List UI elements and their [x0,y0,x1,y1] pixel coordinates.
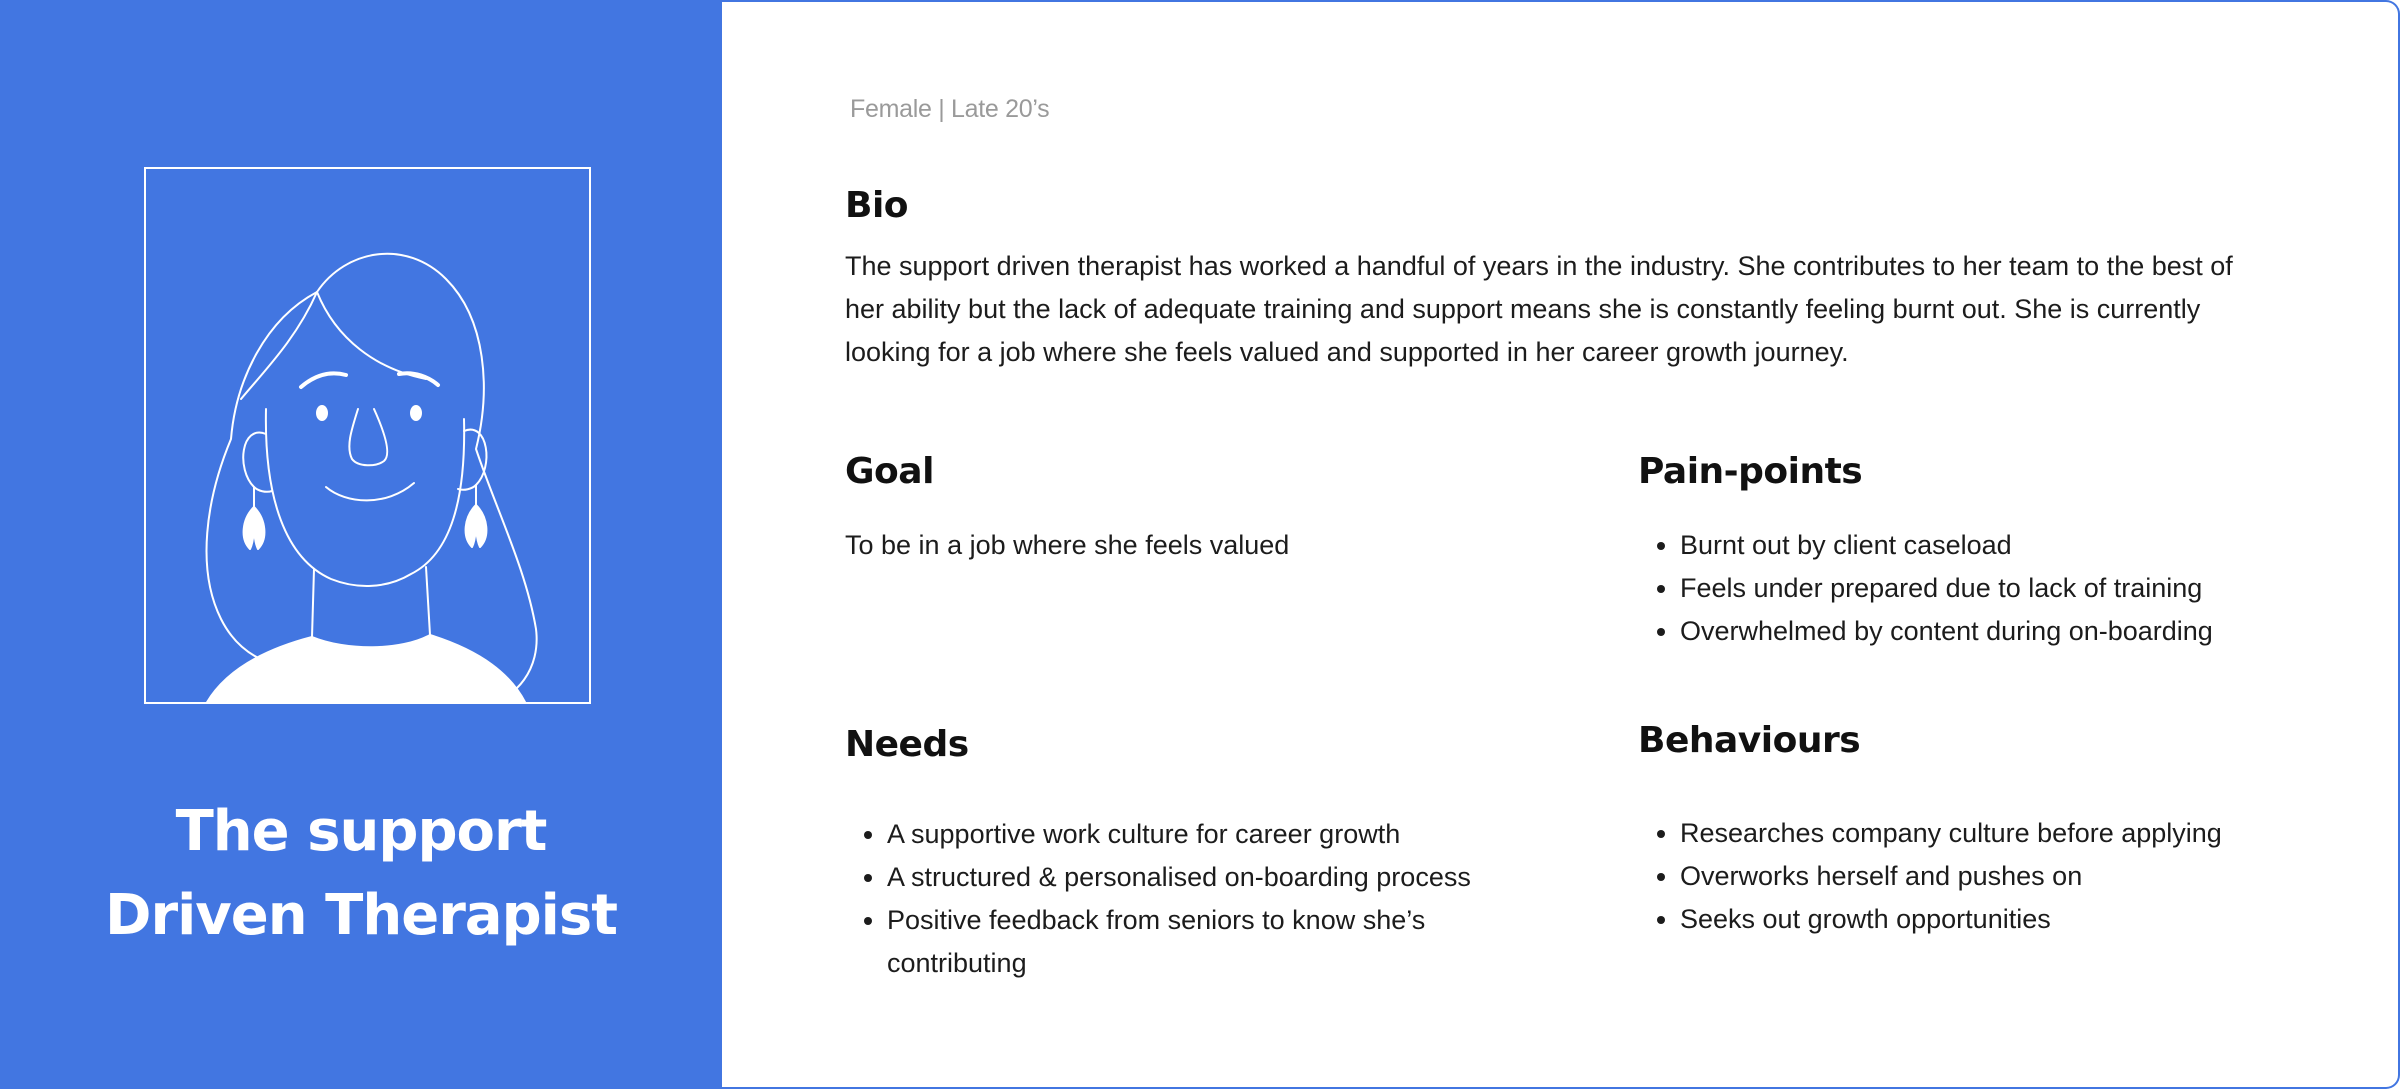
bio-heading: Bio [845,185,909,226]
goal-heading: Goal [845,451,934,492]
pain-points-list [1638,524,2358,653]
demographic-label: Female | Late 20’s [850,95,1050,123]
behaviours-heading: Behaviours [1638,720,1861,761]
list-item: • Researches company culture before applying [1680,812,2358,855]
list-item: • A structured & personalised on-boarding process [887,856,1545,899]
bio-text: The support driven therapist has worked a handful of years in the industry. She contributes to her team to the best of her ability but the lack of adequate training and support means she is constantly feeling burnt out. She is currently looking for a job where she feels valued and supported in her career growth journey. [845,251,2233,367]
list-item: • Seeks out growth opportunities [1680,898,2358,941]
goal-text: To be in a job where she feels valued [845,530,1290,560]
list-item: • Positive feedback from seniors to know she’s contributing [887,899,1545,985]
behaviours-list [1638,812,2358,941]
persona-title-line2: Driven Therapist [105,883,617,948]
needs-list [845,813,1545,985]
persona-title [60,790,662,958]
list-item: • A supportive work culture for career growth [887,813,1545,856]
list-item: • Overwhelmed by content during on-boarding [1680,610,2358,653]
persona-title-line1: The support [175,799,547,864]
needs-heading: Needs [845,724,969,765]
pain-points-heading: Pain-points [1638,451,1863,492]
list-item: • Overworks herself and pushes on [1680,855,2358,898]
persona-sidebar [0,0,722,1089]
list-item: • Feels under prepared due to lack of training [1680,567,2358,610]
woman-avatar-icon [146,169,589,702]
list-item: • Burnt out by client caseload [1680,524,2358,567]
portrait-frame [144,167,591,704]
